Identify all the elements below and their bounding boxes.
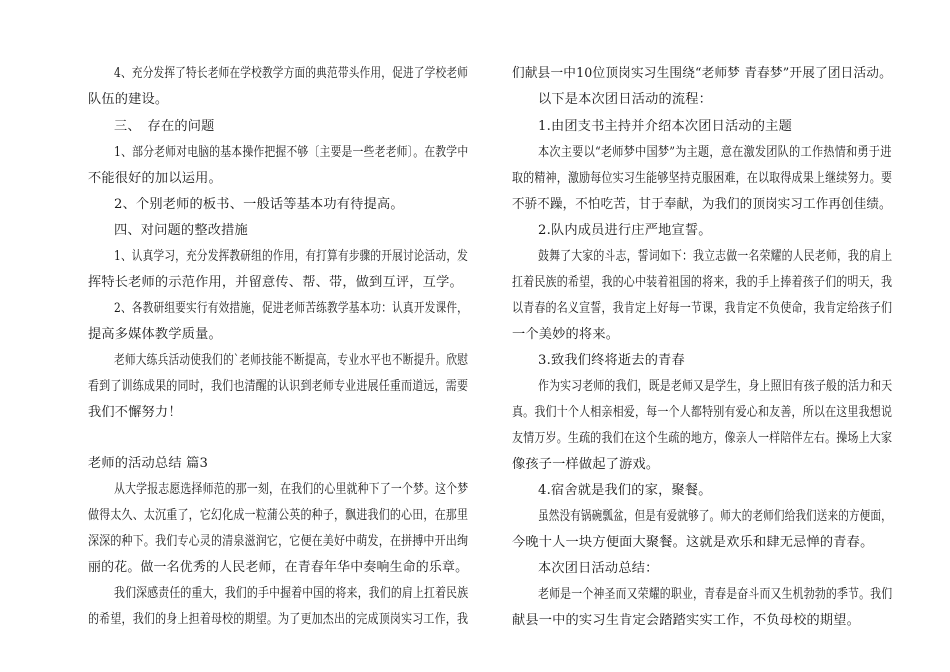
text-line: 1、认真学习，充分发挥教研组的作用，有打算有步骤的开展讨论活动，发	[114, 249, 469, 264]
step-heading: 1.由团支书主持并介绍本次团日活动的主题	[538, 119, 792, 134]
text-line: 本次团日活动总结：	[538, 561, 659, 576]
section-heading: 三、 存在的问题	[114, 119, 215, 134]
text-line: 不能很好的加以运用。	[88, 171, 222, 186]
text-line: 以下是本次团日活动的流程：	[538, 92, 713, 107]
text-line: 真。我们十个人相亲相爱，每一个人都特别有爱心和友善，所以在这里我想说	[512, 405, 893, 420]
section-heading: 四、对问题的整改措施	[114, 223, 248, 238]
text-line: 1、部分老师对电脑的基本操作把握不够〔主要是一些老老师〕。在教学中	[114, 145, 469, 160]
text-line: 扛着民族的希望，我的心中装着祖国的将来，我的手上捧着孩子们的明天，我	[512, 275, 893, 290]
text-line: 我们深感责任的重大，我们的手中握着中国的将来，我们的肩上扛着民族	[114, 586, 469, 601]
text-line: 提高多媒体教学质量。	[88, 327, 222, 342]
text-line: 一个美妙的将来。	[512, 327, 620, 342]
text-line: 友情万岁。生疏的我们在这个生疏的地方，像亲人一样陪伴左右。操场上大家	[512, 431, 893, 446]
text-line: 虽然没有锅碗瓢盆，但是有爱就够了。师大的老师们给我们送来的方便面，	[538, 509, 892, 524]
text-line: 的希望，我们的身上担着母校的期望。为了更加杰出的完成顶岗实习工作，我	[88, 612, 469, 627]
text-line: 4、充分发挥了特长老师在学校教学方面的典范带头作用，促进了学校老师	[114, 66, 469, 81]
step-heading: 2.队内成员进行庄严地宣誓。	[538, 223, 712, 238]
text-line: 2、个别老师的板书、一般话等基本功有待提高。	[114, 197, 404, 212]
step-heading: 3.致我们终将逝去的青春	[538, 353, 685, 368]
text-line: 作为实习老师的我们，既是老师又是学生，身上照旧有孩子般的活力和天	[538, 379, 893, 394]
step-heading: 4.宿舍就是我们的家，聚餐。	[538, 483, 712, 498]
text-line: 老师是一个神圣而又荣耀的职业，青春是奋斗而又生机勃勃的季节。我们	[538, 587, 893, 602]
text-line: 我们不懈努力！	[88, 405, 182, 420]
text-line: 本次主要以“老师梦中国梦”为主题，意在激发团队的工作热情和勇于进	[538, 145, 892, 160]
text-line: 深深的种下。我们专心灵的清泉滋润它，它便在美好中萌发，在拼搏中开出绚	[88, 534, 469, 549]
text-line: 不骄不躁，不怕吃苦，甘于奉献，为我们的顶岗实习工作再创佳绩。	[512, 197, 892, 212]
text-line: 丽的花。做一名优秀的人民老师，在青春年华中奏响生命的乐章。	[88, 560, 469, 575]
text-line: 做得太久、太沉重了，它幻化成一粒蒲公英的种子，飘进我们的心田，在那里	[88, 508, 469, 523]
text-line: 今晚十人一块方便面大聚餐。这就是欢乐和肆无忌惮的青春。	[512, 535, 874, 550]
text-line: 队伍的建设。	[88, 92, 169, 107]
text-line: 看到了训练成果的同时，我们也清醒的认识到老师专业进展任重而道远，需要	[88, 379, 469, 394]
article-title: 老师的活动总结 篇3	[88, 456, 209, 471]
text-line: 挥特长老师的示范作用，并留意传、帮、带，做到互评，互学。	[88, 275, 463, 290]
text-line: 取的精神，激励每位实习生能够坚持克服困难，在以取得成果上继续努力。要	[512, 171, 893, 186]
text-line: 鼓舞了大家的斗志，誓词如下：我立志做一名荣耀的人民老师，我的肩上	[538, 249, 893, 264]
text-line: 献县一中的实习生肯定会踏踏实实工作，不负母校的期望。	[512, 613, 861, 628]
text-line: 从大学报志愿选择师范的那一刻，在我们的心里就种下了一个梦。这个梦	[114, 482, 469, 497]
text-line: 们献县一中10位顶岗实习生围绕“老师梦 青春梦”开展了团日活动。	[512, 66, 892, 81]
text-line: 2、各教研组要实行有效措施，促进老师苦练教学基本功：认真开发课件，	[114, 301, 469, 316]
text-line: 像孩子一样做起了游戏。	[512, 457, 660, 472]
text-line: 老师大练兵活动使我们的`老师技能不断提高，专业水平也不断提升。欣慰	[114, 353, 469, 368]
text-line: 以青春的名义宣誓，我肯定上好每一节课，我肯定不负使命，我肯定给孩子们	[512, 301, 893, 316]
